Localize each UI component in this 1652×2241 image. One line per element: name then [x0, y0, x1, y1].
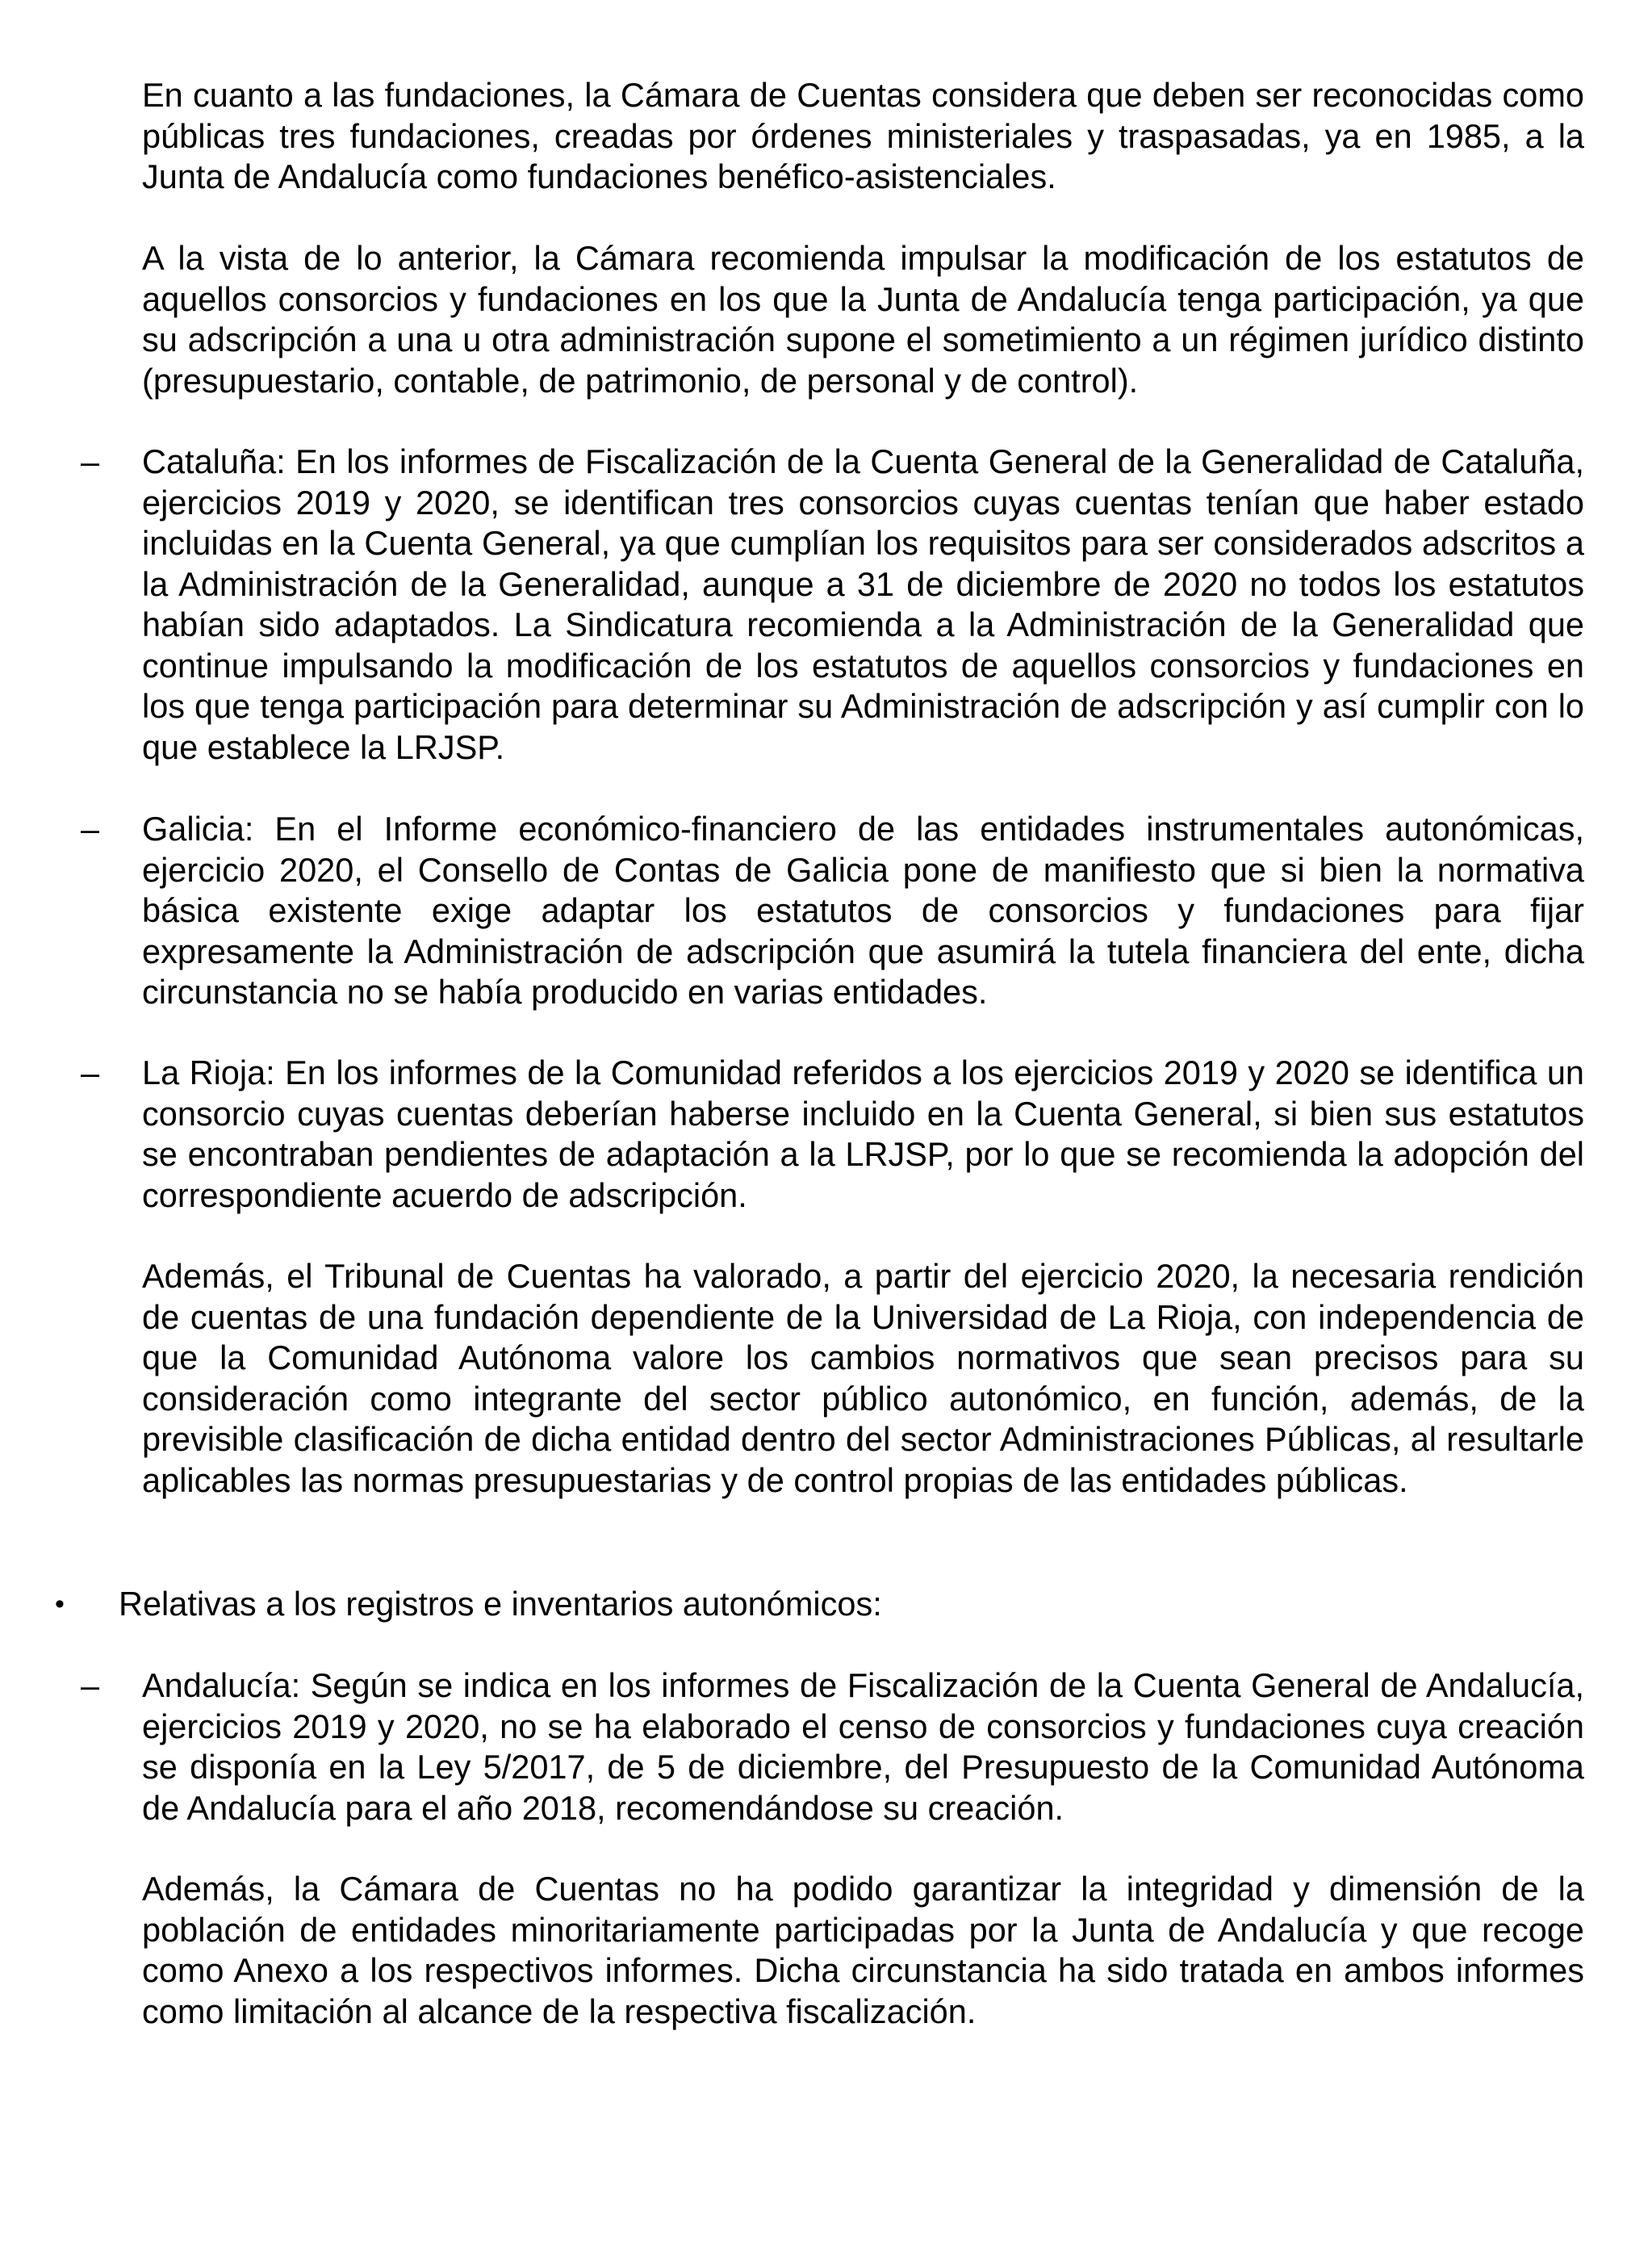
paragraph-la-rioja: La Rioja: En los informes de la Comunidad referidos a los ejercicios 2019 y 2020 se identifica un consorcio cuyas cuentas deberían haberse incluido en la Cuenta General, si bien sus estatutos se encontraban pendientes de adaptación a la LRJSP, por lo que se recomienda la adopción del correspondiente acuerdo de adscripción. [142, 1053, 1584, 1214]
dash-bullet-andalucia: – [81, 1666, 100, 1704]
paragraph-galicia: Galicia: En el Informe económico-financiero de las entidades instrumentales autonómicas, ejercicio 2020, el Consello de Contas de Galicia pone de manifiesto que si bien la normativa básica existente exige adaptar los estatutos de consorcios y fundaciones para fijar expresamente la Administración de adscripción que asumirá la tutela financiera del ente, dicha circunstancia no se había producido en varias entidades. [142, 810, 1584, 1011]
paragraph-fundaciones-andalucia: En cuanto a las fundaciones, la Cámara de Cuentas considera que deben ser reconocidas como públicas tres fundaciones, creadas por órdenes ministeriales y traspasadas, ya en 1985, a la Junta de Andalucía como fundaciones benéfico-asistenciales. [142, 76, 1584, 195]
dash-bullet-galicia: – [81, 810, 100, 848]
paragraph-tribunal-cuentas: Además, el Tribunal de Cuentas ha valorado, a partir del ejercicio 2020, la necesaria rendición de cuentas de una fundación dependiente de la Universidad de La Rioja, con independencia de que la Comunidad Autónoma valore los cambios normativos que sean precisos para su consideración como integrante del sector público autonómico, en función, además, de la previsible clasificación de dicha entidad dentro del sector Administraciones Públicas, al resultarle aplicables las normas presupuestarias y de control propias de las entidades públicas. [142, 1257, 1584, 1499]
dash-bullet-la-rioja: – [81, 1053, 100, 1091]
round-bullet-icon: • [55, 1589, 65, 1619]
dash-bullet-cataluna: – [81, 442, 100, 480]
paragraph-cataluna: Cataluña: En los informes de Fiscalización de la Cuenta General de la Generalidad de Cataluña, ejercicios 2019 y 2020, se identifican tres consorcios cuyas cuentas tenían que haber estado incluidas en la Cuenta General, ya que cumplían los requisitos para ser considerados adscritos a la Administración de la Generalidad, aunque a 31 de diciembre de 2020 no todos los estatutos habían sido adaptados. La Sindicatura recomienda a la Administración de la Generalidad que continue impulsando la modificación de los estatutos de aquellos consorcios y fundaciones en los que tenga participación para determinar su Administración de adscripción y así cumplir con lo que establece la LRJSP. [142, 442, 1584, 766]
paragraph-andalucia-censo: Andalucía: Según se indica en los informes de Fiscalización de la Cuenta General de Andalucía, ejercicios 2019 y 2020, no se ha elaborado el censo de consorcios y fundaciones cuya creación se disponía en la Ley 5/2017, de 5 de diciembre, del Presupuesto de la Comunidad Autónoma de Andalucía para el año 2018, recomendándose su creación. [142, 1666, 1584, 1827]
paragraph-camara-limitacion: Además, la Cámara de Cuentas no ha podido garantizar la integridad y dimensión de la población de entidades minoritariamente participadas por la Junta de Andalucía y que recoge como Anexo a los respectivos informes. Dicha circunstancia ha sido tratada en ambos informes como limitación al alcance de la respectiva fiscalización. [142, 1870, 1584, 2030]
paragraph-registros-inventarios: Relativas a los registros e inventarios autonómicos: [119, 1585, 882, 1623]
paragraph-recomendacion-camara: A la vista de lo anterior, la Cámara recomienda impulsar la modificación de los estatutos de aquellos consorcios y fundaciones en los que la Junta de Andalucía tenga participación, ya que su adscripción a una u otra administración supone el sometimiento a un régimen jurídico distinto (presupuestario, contable, de patrimonio, de personal y de control). [142, 239, 1584, 400]
